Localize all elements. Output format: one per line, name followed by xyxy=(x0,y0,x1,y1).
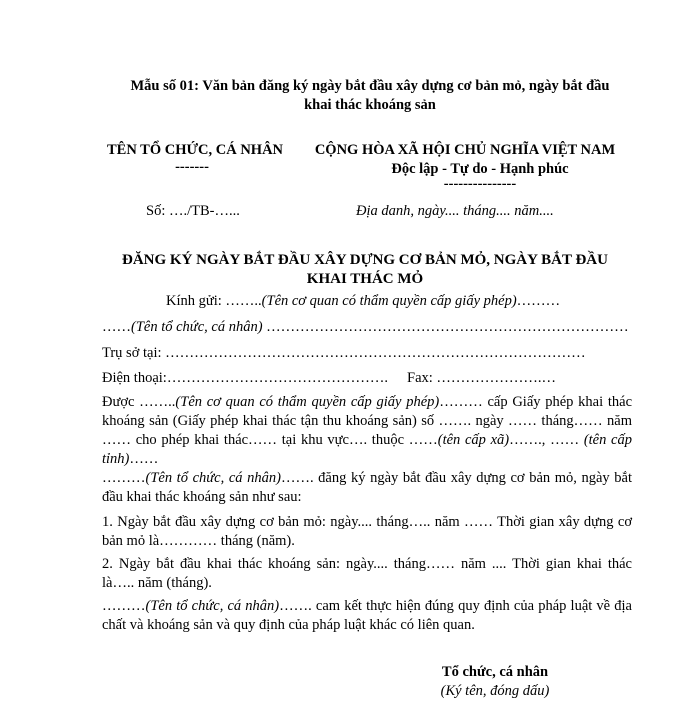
recipient-suffix: ……… xyxy=(516,293,561,309)
registration-org-placeholder: (Tên tổ chức, cá nhân) xyxy=(145,470,281,486)
organization-dots: ………………………………………………………………… xyxy=(262,319,629,335)
organization-prefix: …… xyxy=(102,319,131,335)
license-text: ……… cấp Giấy phép khai thác khoáng sản (Giấy phép khai thác tận thu khoáng sản) số ……. ngày …… tháng…… năm …… cho phép khai thác…… tại khu vực…. thuộc …… xyxy=(102,394,633,448)
document-title-line1: ĐĂNG KÝ NGÀY BẮT ĐẦU XÂY DỰNG CƠ BẢN MỎ, NGÀY BẮT ĐẦU xyxy=(122,252,608,268)
form-title-line1: Mẫu số 01: Văn bản đăng ký ngày bắt đầu xây dựng cơ bản mỏ, ngày bắt đầu xyxy=(130,78,610,94)
motto: Độc lập - Tự do - Hạnh phúc xyxy=(391,161,569,177)
fax-line: Fax: ………………….… xyxy=(407,370,557,386)
license-authority: (Tên cơ quan có thẩm quyền cấp giấy phép) xyxy=(175,394,440,410)
org-name: TÊN TỔ CHỨC, CÁ NHÂN xyxy=(106,142,284,158)
province-placeholder: (tên cấp tỉnh) xyxy=(102,432,632,467)
right-header xyxy=(300,141,630,192)
left-header xyxy=(100,141,290,174)
registration-prefix: ……… xyxy=(102,470,146,486)
license-prefix: Được …….. xyxy=(102,394,176,410)
registration-text: ……. đăng ký ngày bắt đầu xây dựng cơ bản mỏ, ngày bắt đầu khai thác khoáng sản như sau: xyxy=(102,470,632,505)
document-title-line2: KHAI THÁC MỎ xyxy=(306,271,424,287)
org-dashes: ------- xyxy=(175,159,209,175)
document-title xyxy=(80,251,650,289)
license-text-3: …… xyxy=(129,451,159,467)
license-paragraph xyxy=(102,393,632,469)
commune-placeholder: (tên cấp xã) xyxy=(437,432,510,448)
commitment-text: ……. cam kết thực hiện đúng quy định của pháp luật về địa chất và khoáng sản và quy định của pháp luật khác có liên quan. xyxy=(102,598,632,633)
signature-note: (Ký tên, đóng dấu) xyxy=(440,683,550,699)
commitment-prefix: ……… xyxy=(102,598,146,614)
commitment-paragraph xyxy=(102,597,632,635)
license-text-2: ……., …… xyxy=(509,432,584,448)
registration-paragraph xyxy=(102,469,632,507)
office-address-line: Trụ sở tại: …………………………………………………………………………… xyxy=(102,345,586,361)
phone-line: Điện thoại:………………………………………. xyxy=(102,370,388,386)
form-title xyxy=(60,77,680,115)
organization-name-placeholder: (Tên tổ chức, cá nhân) xyxy=(131,319,263,335)
place-date: Địa danh, ngày.... tháng.... năm.... xyxy=(356,203,554,219)
organization-line xyxy=(102,319,629,336)
commitment-org-placeholder: (Tên tổ chức, cá nhân) xyxy=(145,598,280,614)
mining-start-item: 2. Ngày bắt đầu khai thác khoáng sản: ngày.... tháng…… năm .... Thời gian khai thác là….. năm (tháng). xyxy=(102,556,632,591)
recipient-prefix: Kính gửi: …….. xyxy=(166,293,262,309)
document-number: Số: …./TB-…... xyxy=(146,203,240,219)
construction-start-item: 1. Ngày bắt đầu xây dựng cơ bản mỏ: ngày.... tháng….. năm …… Thời gian xây dựng cơ bản mỏ là………… tháng (năm). xyxy=(102,514,632,549)
form-title-line2: khai thác khoáng sản xyxy=(304,97,436,113)
motto-underline: --------------- xyxy=(443,176,517,192)
signature-label: Tổ chức, cá nhân xyxy=(441,664,549,680)
recipient-line xyxy=(166,293,560,310)
recipient-authority: (Tên cơ quan có thẩm quyền cấp giấy phép) xyxy=(261,293,517,309)
signature-block xyxy=(420,663,570,701)
country-name: CỘNG HÒA XÃ HỘI CHỦ NGHĨA VIỆT NAM xyxy=(314,142,616,158)
